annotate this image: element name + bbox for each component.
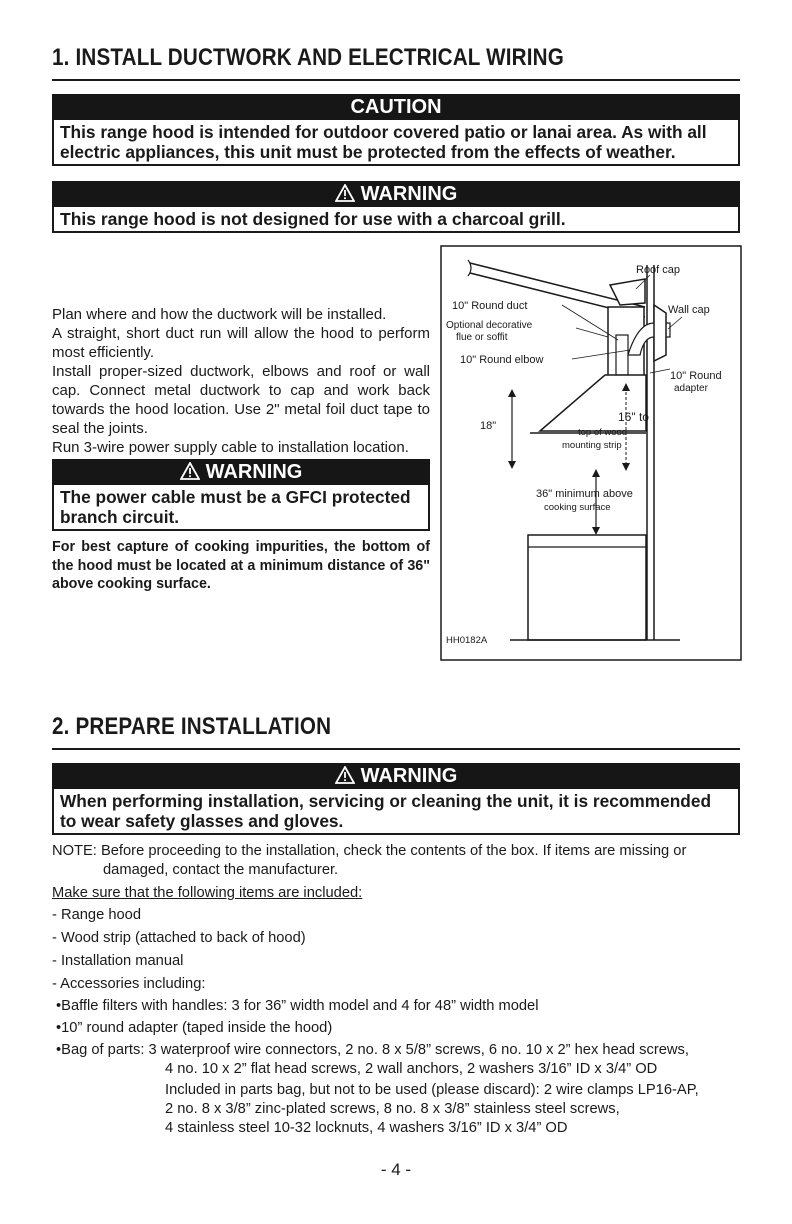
warning-banner-2 (52, 459, 430, 485)
accessory-bag: •Bag of parts: 3 waterproof wire connectors, 2 no. 8 x 5/8” screws, 6 no. 10 x 2” hex head screws, (56, 1042, 689, 1058)
caution-banner (52, 94, 740, 120)
diagram-code: HH0182A (446, 635, 488, 646)
warning-banner-1 (52, 181, 740, 207)
label-adapter-2: adapter (674, 383, 708, 394)
warning-banner-3 (52, 763, 740, 789)
included-heading: Make sure that the following items are included: (52, 885, 363, 901)
section-2-rule (52, 748, 740, 750)
note-line-2: damaged, contact the manufacturer. (103, 862, 339, 878)
label-top-of-wood: top of wood (578, 427, 628, 438)
warning-1-heading: WARNING (360, 183, 458, 205)
label-18: 18" (480, 420, 497, 432)
caution-text: This range hood is intended for outdoor covered patio or lanai area. As with all electric appliances, this unit must be protected from the effects of weather. (52, 120, 740, 166)
section-1-rule (52, 79, 740, 81)
warning-3-heading: WARNING (360, 765, 458, 787)
warning-1-text: This range hood is not designed for use with a charcoal grill. (52, 207, 740, 233)
label-roof-cap: Roof cap (636, 264, 681, 276)
label-wall-cap: Wall cap (668, 304, 710, 316)
label-round-elbow: 10" Round elbow (460, 354, 544, 366)
bag-line-3: 2 no. 8 x 3/8” zinc-plated screws, 8 no. 8 x 3/8” stainless steel screws, (165, 1101, 620, 1117)
item-accessories: - Accessories including: (52, 976, 206, 992)
label-mounting-strip: mounting strip (562, 440, 622, 451)
section-2-title: 2. PREPARE INSTALLATION (52, 713, 332, 740)
accessory-adapter: •10” round adapter (taped inside the hood) (56, 1020, 333, 1036)
warning-triangle-icon (180, 462, 200, 480)
warning-2-text: The power cable must be a GFCI protected branch circuit. (52, 485, 430, 531)
label-flue-1: Optional decorative (446, 320, 533, 331)
warning-3-text: When performing installation, servicing or cleaning the unit, it is recommended to wear safety glasses and gloves. (52, 789, 740, 835)
note-line-1: NOTE: Before proceeding to the installation, check the contents of the box. If items are missing or (52, 843, 687, 859)
caution-heading: CAUTION (350, 96, 442, 118)
item-manual: - Installation manual (52, 953, 184, 969)
duct-shape (616, 335, 628, 375)
item-wood-strip: - Wood strip (attached to back of hood) (52, 930, 306, 946)
warning-triangle-icon (335, 766, 355, 784)
label-round-duct: 10" Round duct (452, 300, 528, 312)
paragraph-run: Run 3-wire power supply cable to installation location. (52, 439, 409, 456)
paragraph-install: Install proper-sized ductwork, elbows and roof or wall cap. Connect metal ductwork to cap and work back towards the hood location. Use 2" metal foil duct tape to seal the joints. (52, 363, 430, 437)
ductwork-diagram (440, 245, 742, 661)
label-cooking-surface: cooking surface (544, 502, 611, 513)
paragraph-plan: Plan where and how the ductwork will be installed. (52, 306, 387, 323)
bag-line-1: 4 no. 10 x 2” flat head screws, 2 wall anchors, 2 washers 3/16” ID x 3/4” OD (165, 1061, 658, 1077)
accessory-baffle: •Baffle filters with handles: 3 for 36” width model and 4 for 48” width model (56, 998, 539, 1014)
wall-cap-shape (654, 305, 666, 361)
bag-line-4: 4 stainless steel 10-32 locknuts, 4 washers 3/16” ID x 3/4” OD (165, 1120, 568, 1136)
ductwork-diagram-svg (440, 245, 742, 661)
bold-note: For best capture of cooking impurities, the bottom of the hood must be located at a minimum distance of 36" above cooking surface. (52, 539, 430, 592)
label-flue-2: flue or soffit (456, 332, 508, 343)
warning-2-heading: WARNING (205, 461, 303, 483)
warning-triangle-icon (335, 184, 355, 202)
page-number: - 4 - (380, 1160, 412, 1179)
item-range-hood: - Range hood (52, 907, 142, 923)
section-1-title: 1. INSTALL DUCTWORK AND ELECTRICAL WIRING (52, 44, 564, 71)
label-16-to: 16" to (618, 410, 649, 424)
paragraph-straight: A straight, short duct run will allow the hood to perform most efficiently. (52, 325, 430, 361)
label-adapter-1: 10" Round (670, 370, 722, 382)
counter-shape (528, 535, 646, 640)
label-36-minimum: 36" minimum above (536, 488, 633, 500)
bag-line-2: Included in parts bag, but not to be used (please discard): 2 wire clamps LP16-AP, (165, 1082, 699, 1098)
